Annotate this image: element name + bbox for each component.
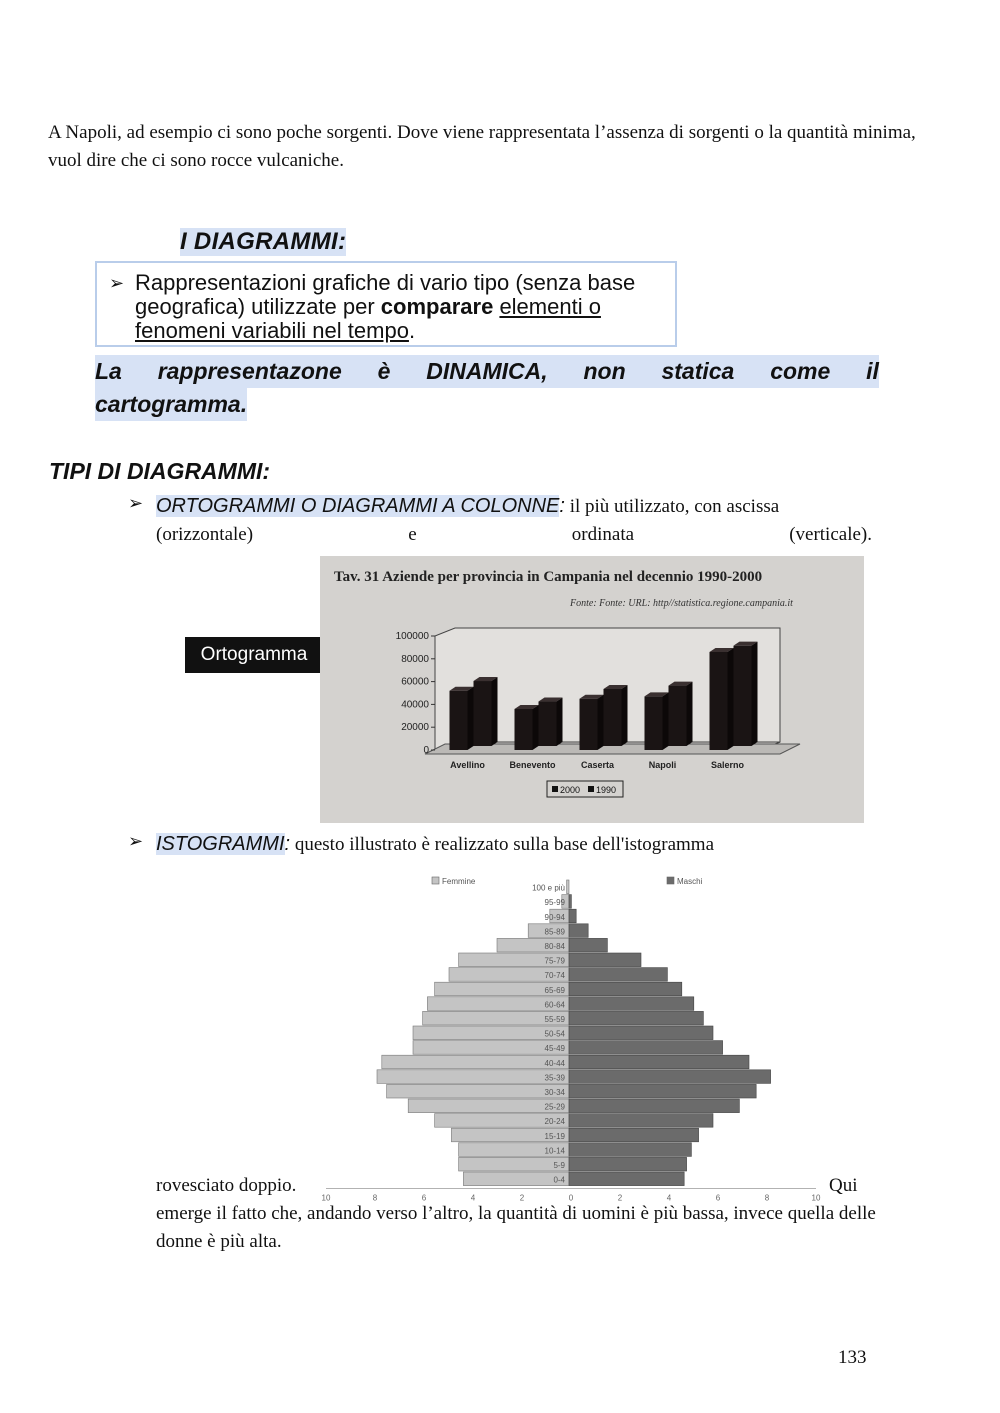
bar-maschi	[569, 1114, 713, 1128]
legend-label: Femmine	[442, 877, 476, 886]
item1-line2	[156, 521, 872, 549]
item1-word: ordinata	[571, 524, 635, 545]
bar-maschi	[569, 953, 641, 967]
definition-box	[95, 261, 677, 347]
x-tick-label: 2	[617, 1193, 623, 1203]
chart-subtitle: Fonte: Fonte: URL: http//statistica.regione.campania.it	[570, 598, 793, 609]
age-label: 60-64	[544, 1000, 565, 1010]
x-tick-label: 8	[372, 1193, 378, 1203]
chart-legend	[547, 781, 623, 797]
dinamica-word: come	[770, 358, 831, 384]
x-tick-label: 10	[811, 1193, 821, 1203]
bar-maschi	[569, 1055, 749, 1069]
definition-part1: Rappresentazioni grafiche di vario tipo (senza base geografica) utilizzate per	[135, 270, 636, 319]
age-label: 55-59	[544, 1015, 565, 1024]
bar-maschi	[569, 1128, 699, 1142]
dinamica-statement	[95, 355, 879, 421]
bar-maschi	[569, 924, 588, 938]
age-label: 10-14	[544, 1146, 565, 1156]
y-tick-label: 0	[423, 745, 429, 756]
item1-line1	[156, 492, 872, 521]
bar-femmine	[382, 1055, 569, 1069]
x-tick-label: 6	[421, 1193, 427, 1203]
bar-maschi	[569, 968, 667, 982]
age-label: 100 e più	[532, 883, 565, 893]
bar	[515, 705, 539, 750]
age-label: 35-39	[544, 1073, 565, 1083]
y-tick-label: 40000	[401, 699, 429, 711]
age-label: 65-69	[544, 985, 565, 995]
bar-femmine	[377, 1070, 569, 1084]
bar-maschi	[569, 1172, 684, 1186]
x-tick-label: 10	[321, 1193, 331, 1203]
ortogramma-label: Ortogramma	[185, 637, 323, 673]
y-tick-label: 80000	[401, 653, 429, 665]
item-ortogrammi	[156, 492, 872, 549]
bar-chart	[320, 556, 864, 823]
legend-label: 1990	[596, 785, 617, 795]
item1-text: il più utilizzato, con ascissa	[564, 496, 780, 517]
age-label: 5-9	[553, 1161, 565, 1170]
y-tick-label: 100000	[395, 631, 429, 642]
tipi-heading: TIPI DI DIAGRAMMI:	[49, 458, 271, 484]
legend-swatch	[432, 877, 439, 884]
item1-word: (orizzontale)	[156, 524, 254, 545]
category-label: Benevento	[509, 760, 556, 770]
definition-underlined: elementi o fenomeni variabili nel tempo	[135, 294, 601, 343]
bar-maschi	[569, 1011, 703, 1025]
age-label: 50-54	[544, 1029, 565, 1039]
conclusion-paragraph: emerge il fatto che, andando verso l’altro, la quantità di uomini è più bassa, invece quella delle donne è più alta.	[156, 1203, 876, 1252]
bar	[734, 642, 758, 746]
bar-maschi	[569, 938, 607, 952]
x-tick-label: 8	[764, 1193, 770, 1203]
bar-maschi	[569, 1157, 687, 1171]
bar-femmine	[567, 880, 569, 894]
age-label: 20-24	[544, 1117, 565, 1127]
item1-colon: :	[559, 495, 565, 517]
y-tick-label: 60000	[401, 676, 429, 688]
definition-end: .	[408, 318, 416, 343]
dinamica-word: è	[377, 358, 391, 384]
bar-femmine	[459, 1157, 569, 1171]
age-label: 25-29	[544, 1102, 565, 1112]
category-label: Napoli	[648, 760, 677, 770]
age-label: 90-94	[544, 912, 565, 922]
chart-title: Tav. 31 Aziende per provincia in Campania nel decennio 1990-2000	[334, 569, 763, 585]
bullet-arrow-icon: ➢	[109, 273, 125, 293]
item1-word: (verticale).	[789, 524, 872, 545]
x-tick-label: 4	[470, 1193, 476, 1203]
y-tick-label: 20000	[401, 722, 429, 734]
dinamica-word: statica	[661, 358, 735, 384]
definition-bold: comparare	[380, 294, 494, 319]
legend-label: Maschi	[677, 877, 703, 886]
bar-maschi	[569, 1070, 771, 1084]
qui-text: Qui	[829, 1175, 858, 1196]
bar	[539, 698, 563, 746]
bullet-arrow-icon: ➢	[128, 831, 144, 852]
population-pyramid-chart	[321, 860, 822, 1203]
x-tick-label: 6	[715, 1193, 721, 1203]
bar-maschi	[569, 1143, 691, 1157]
bar-maschi	[569, 895, 571, 909]
age-label: 45-49	[544, 1044, 565, 1054]
bar-maschi	[569, 1099, 739, 1113]
legend-swatch	[552, 786, 558, 792]
bar	[604, 685, 628, 746]
bar	[474, 677, 498, 746]
bar	[450, 687, 474, 750]
legend-label: 2000	[560, 785, 581, 795]
item-istogrammi	[156, 830, 872, 859]
category-label: Salerno	[710, 760, 745, 770]
bar	[580, 695, 604, 750]
item1-label: ORTOGRAMMI O DIAGRAMMI A COLONNE	[156, 495, 560, 517]
bar-maschi	[569, 1084, 756, 1098]
bar	[645, 692, 669, 750]
legend-swatch	[588, 786, 594, 792]
age-label: 85-89	[544, 927, 565, 937]
legend-swatch	[667, 877, 674, 884]
x-tick-label: 2	[519, 1193, 525, 1203]
category-label: Caserta	[580, 760, 615, 770]
bar-maschi	[569, 1026, 713, 1040]
dinamica-word: non	[583, 358, 626, 384]
age-label: 40-44	[544, 1058, 565, 1068]
x-tick-label: 0	[568, 1193, 574, 1203]
age-label: 75-79	[544, 956, 565, 966]
category-label: Avellino	[450, 760, 485, 770]
bullet-arrow-icon: ➢	[128, 493, 144, 514]
age-label: 0-4	[553, 1175, 565, 1185]
dinamica-word: DINAMICA,	[426, 358, 548, 384]
bar-maschi	[569, 1041, 723, 1055]
dinamica-word: il	[866, 358, 879, 384]
rovesciato-text: rovesciato doppio.	[156, 1175, 297, 1196]
age-label: 95-99	[544, 898, 565, 908]
x-tick-label: 4	[666, 1193, 672, 1203]
item2-label: ISTOGRAMMI	[156, 833, 285, 855]
bar-maschi	[569, 909, 576, 923]
diagrammi-heading: I DIAGRAMMI:	[180, 228, 347, 255]
dinamica-line1	[95, 355, 879, 388]
age-label: 15-19	[544, 1131, 565, 1141]
item2-colon: :	[284, 833, 291, 855]
bar-femmine	[387, 1084, 569, 1098]
intro-paragraph: A Napoli, ad esempio ci sono poche sorgenti. Dove viene rappresentata l’assenza di sorgenti o la quantità minima, vuol dire che ci sono rocce vulcaniche.	[48, 122, 916, 171]
bar-maschi	[569, 997, 694, 1011]
dinamica-word: rappresentazone	[157, 358, 342, 384]
dinamica-word: La	[95, 358, 122, 384]
bar-maschi	[569, 982, 682, 996]
bar	[669, 682, 693, 746]
dinamica-line2: cartogramma.	[95, 388, 247, 421]
page-number: 133	[838, 1347, 867, 1368]
item1-word: e	[408, 524, 417, 545]
item2-text: questo illustrato è realizzato sulla base dell'istogramma	[290, 834, 715, 855]
bar	[710, 648, 734, 750]
definition-text	[111, 271, 671, 343]
age-label: 80-84	[544, 942, 565, 951]
age-label: 30-34	[544, 1088, 565, 1097]
age-label: 70-74	[544, 971, 565, 981]
